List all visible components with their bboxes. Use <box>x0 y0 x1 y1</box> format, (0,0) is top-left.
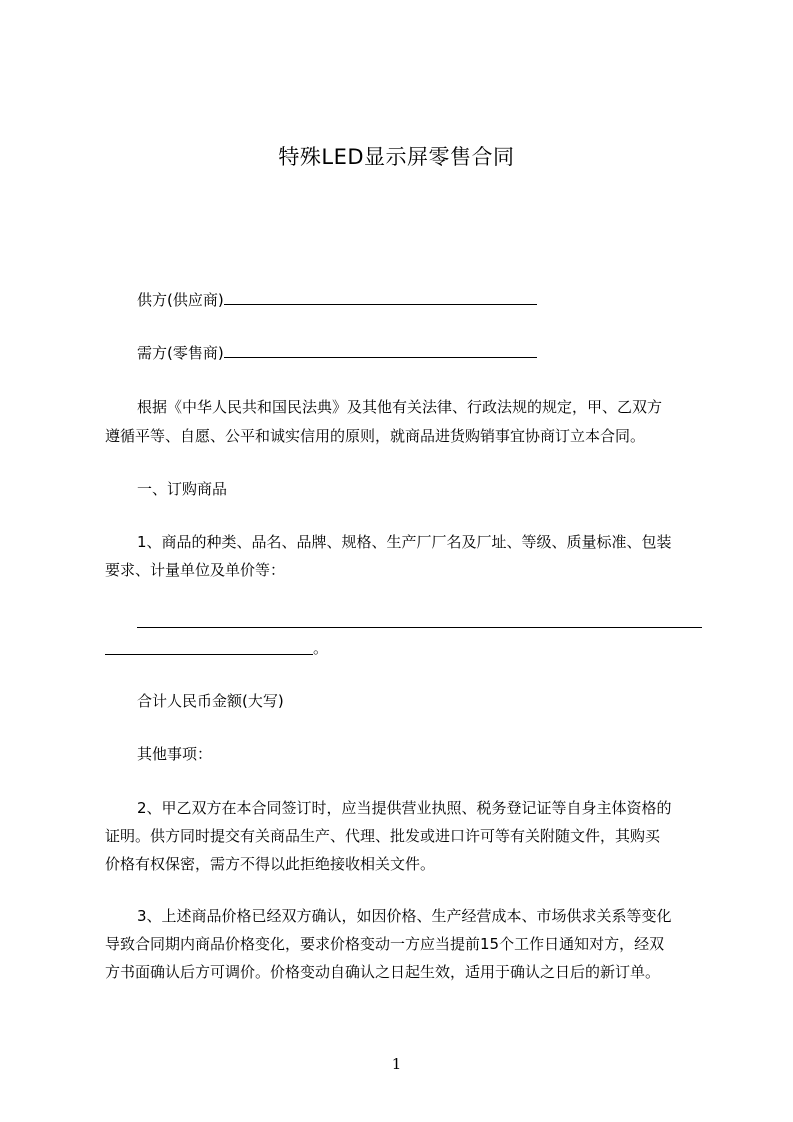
item-fill-end: 。 <box>313 639 329 657</box>
total-amount-label: 合计人民币金额(大写) <box>137 692 284 710</box>
clause-2-line-1: 2、甲乙双方在本合同签订时，应当提供营业执照、税务登记证等自身主体资格的 <box>137 799 672 817</box>
clause-2-line-2: 证明。供方同时提交有关商品生产、代理、批发或进口许可等有关附随文件，其购买 <box>105 827 661 845</box>
page-number: 1 <box>391 1055 402 1073</box>
preamble-line-1: 根据《中华人民共和国民法典》及其他有关法律、行政法规的规定，甲、乙双方 <box>137 398 663 416</box>
clause-3-line-2: 导致合同期内商品价格变化，要求价格变动一方应当提前15个工作日通知对方，经双 <box>105 935 665 953</box>
supplier-blank <box>224 290 537 305</box>
document-title: 特殊LED显示屏零售合同 <box>278 145 515 169</box>
supplier-label: 供方(供应商) <box>137 291 224 309</box>
section-1-heading: 一、订购商品 <box>137 480 228 498</box>
item-fill-line-2 <box>105 654 313 655</box>
buyer-line <box>137 343 537 363</box>
clause-1-line-2: 要求、计量单位及单价等： <box>105 561 286 579</box>
clause-2-line-3: 价格有权保密，需方不得以此拒绝接收相关文件。 <box>105 855 436 873</box>
preamble-line-2: 遵循平等、自愿、公平和诚实信用的原则，就商品进货购销事宜协商订立本合同。 <box>105 427 646 445</box>
other-matters-label: 其他事项： <box>137 745 213 763</box>
buyer-label: 需方(零售商) <box>137 344 224 362</box>
item-fill-line-1 <box>137 627 702 628</box>
buyer-blank <box>224 343 537 358</box>
clause-3-line-3: 方书面确认后方可调价。价格变动自确认之日起生效，适用于确认之日后的新订单。 <box>105 963 661 981</box>
clause-1-line-1: 1、商品的种类、品名、品牌、规格、生产厂厂名及厂址、等级、质量标准、包装 <box>137 533 672 551</box>
supplier-line <box>137 290 537 310</box>
clause-3-line-1: 3、上述商品价格已经双方确认，如因价格、生产经营成本、市场供求关系等变化 <box>137 907 672 925</box>
